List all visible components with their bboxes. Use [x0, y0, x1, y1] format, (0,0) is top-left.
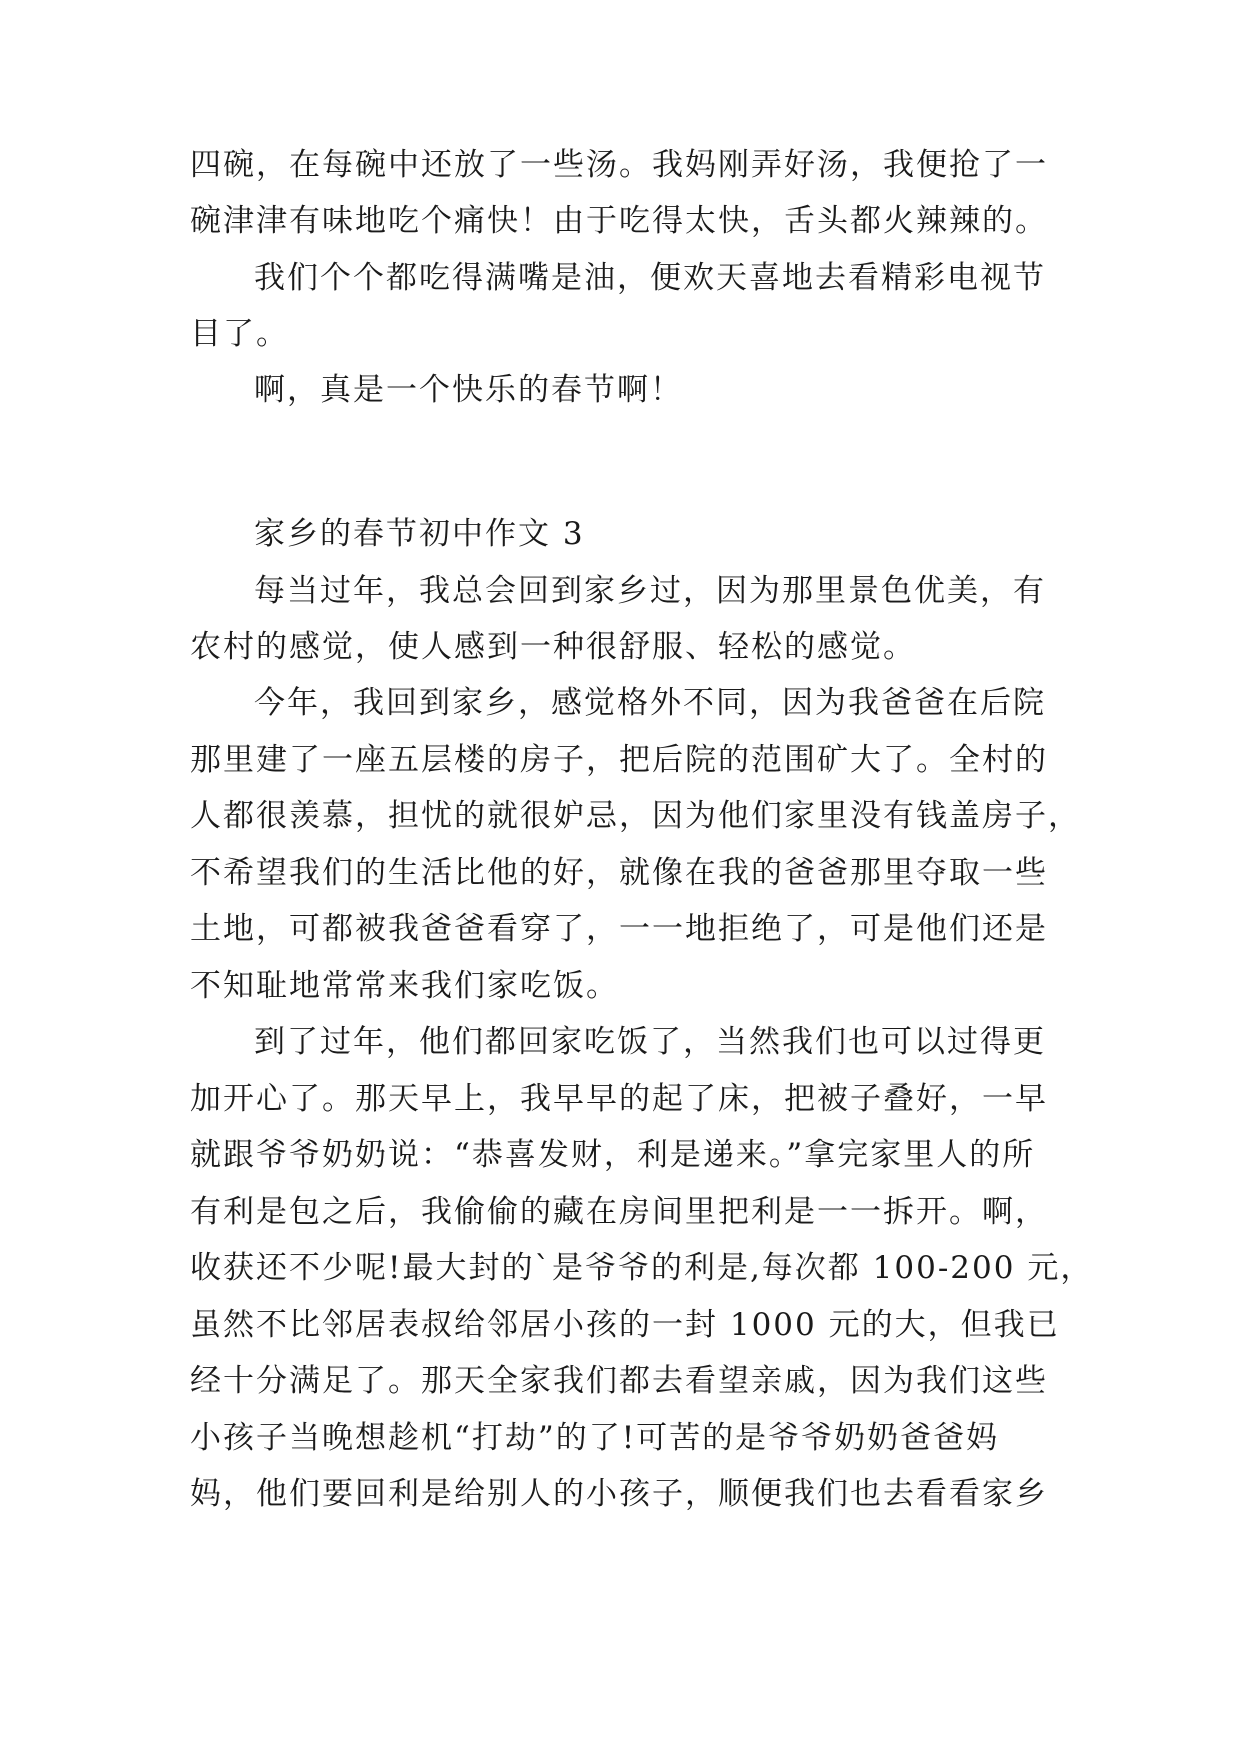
text-line: 收获还不少呢!最大封的`是爷爷的利是,每次都 100-200 元， — [190, 1250, 1094, 1286]
paragraph-start-line: 今年，我回到家乡，感觉格外不同，因为我爸爸在后院 — [254, 685, 1046, 721]
text-line: 农村的感觉，使人感到一种很舒服、轻松的感觉。 — [190, 629, 916, 665]
text-line: 碗津津有味地吃个痛快！由于吃得太快，舌头都火辣辣的。 — [190, 203, 1048, 239]
text-line: 四碗，在每碗中还放了一些汤。我妈刚弄好汤，我便抢了一 — [190, 147, 1048, 183]
section-heading: 家乡的春节初中作文 3 — [254, 516, 585, 552]
text-line: 加开心了。那天早上，我早早的起了床，把被子叠好，一早 — [190, 1081, 1048, 1117]
paragraph-start-line: 每当过年，我总会回到家乡过，因为那里景色优美，有 — [254, 573, 1046, 609]
text-line: 有利是包之后，我偷偷的藏在房间里把利是一一拆开。啊， — [190, 1194, 1048, 1230]
paragraph-start-line: 到了过年，他们都回家吃饭了，当然我们也可以过得更 — [254, 1024, 1046, 1060]
text-line: 目了。 — [190, 316, 289, 352]
text-line: 不知耻地常常来我们家吃饭。 — [190, 968, 619, 1004]
text-line: 经十分满足了。那天全家我们都去看望亲戚，因为我们这些 — [190, 1363, 1048, 1399]
text-line: 小孩子当晚想趁机“打劫”的了!可苦的是爷爷奶奶爸爸妈 — [190, 1420, 1000, 1456]
text-line: 土地，可都被我爸爸看穿了，一一地拒绝了，可是他们还是 — [190, 911, 1048, 947]
text-line: 虽然不比邻居表叔给邻居小孩的一封 1000 元的大，但我已 — [190, 1307, 1060, 1343]
paragraph-start-line: 我们个个都吃得满嘴是油，便欢天喜地去看精彩电视节 — [254, 260, 1046, 296]
text-line: 不希望我们的生活比他的好，就像在我的爸爸那里夺取一些 — [190, 855, 1048, 891]
text-line: 妈，他们要回利是给别人的小孩子，顺便我们也去看看家乡 — [190, 1476, 1048, 1512]
paragraph-start-line: 啊，真是一个快乐的春节啊！ — [254, 372, 683, 408]
text-line: 人都很羡慕，担忧的就很妒忌，因为他们家里没有钱盖房子， — [190, 798, 1081, 834]
text-line: 就跟爷爷奶奶说：“恭喜发财，利是递来。”拿完家里人的所 — [190, 1137, 1036, 1173]
text-line: 那里建了一座五层楼的房子，把后院的范围矿大了。全村的 — [190, 742, 1048, 778]
